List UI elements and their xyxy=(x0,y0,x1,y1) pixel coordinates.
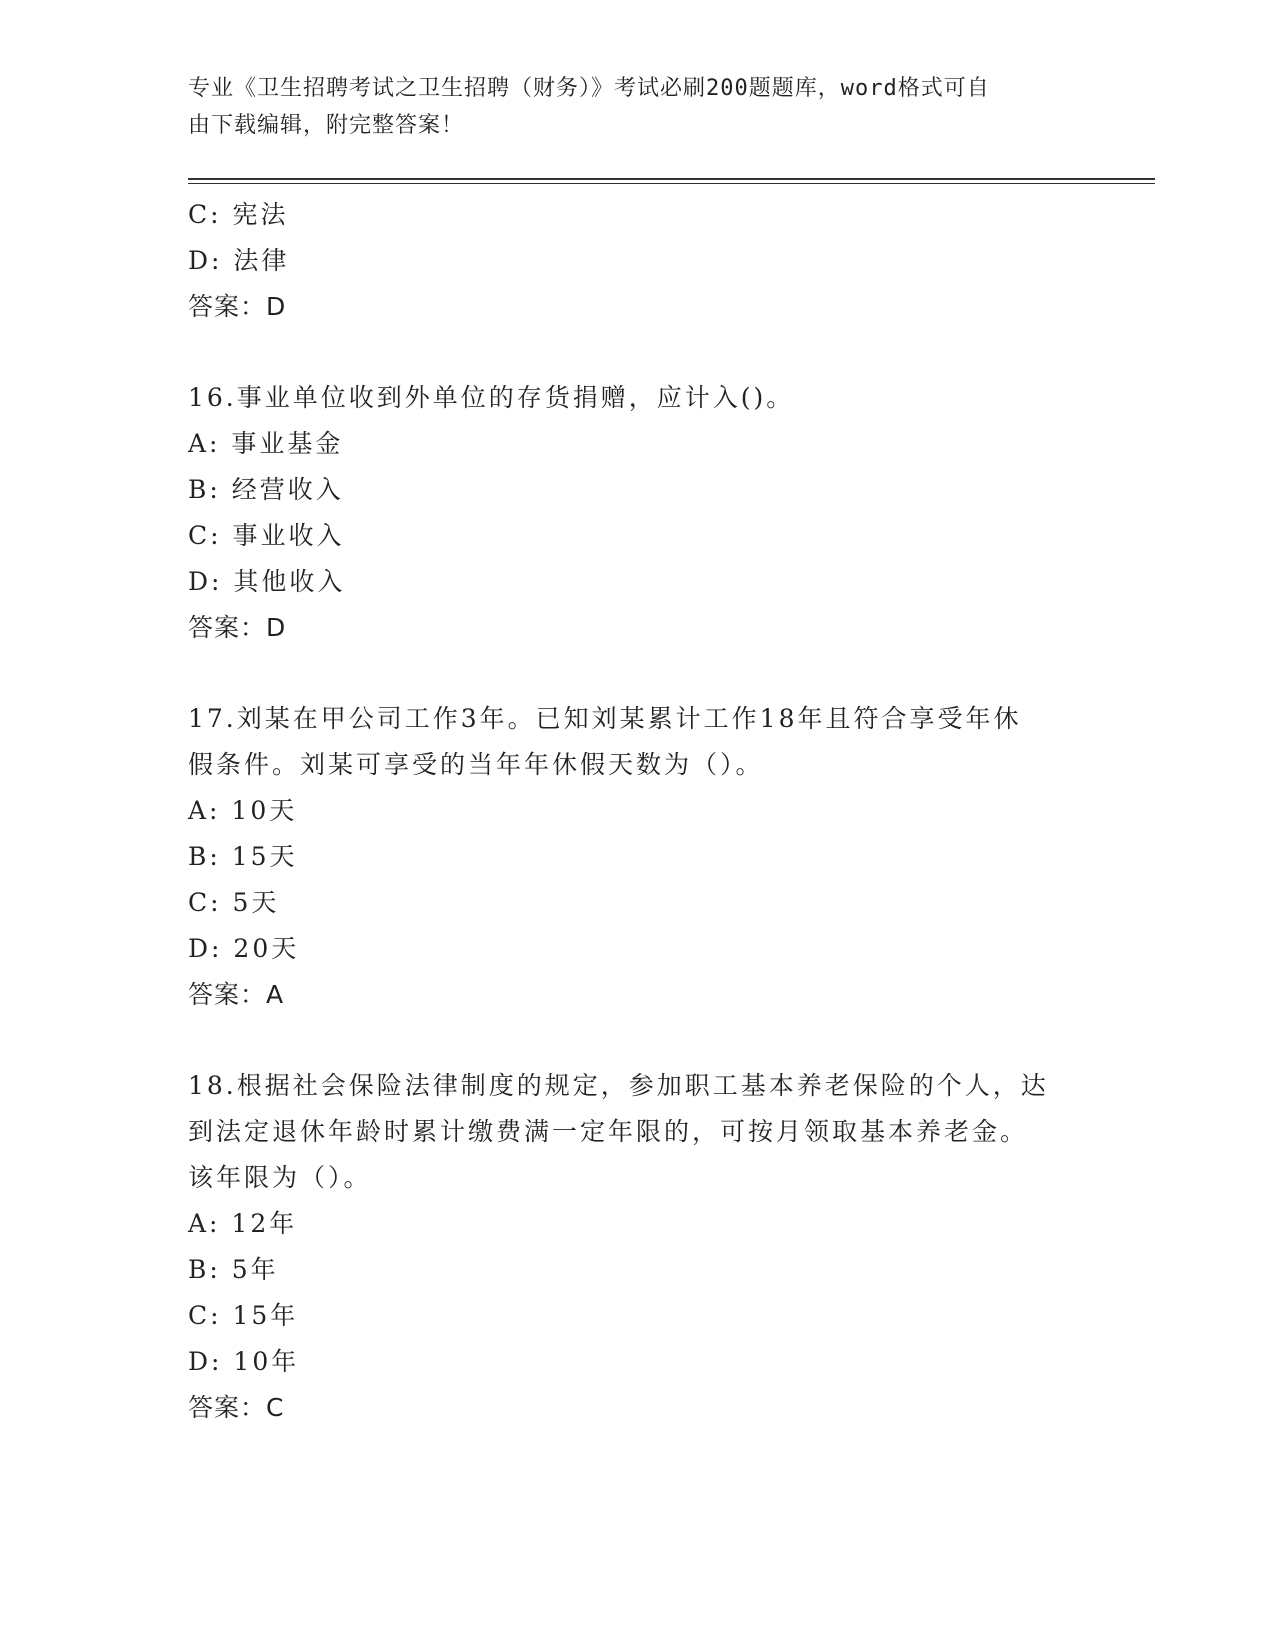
option-c: C: 5天 xyxy=(188,888,280,917)
header-rule-thick xyxy=(188,178,1155,180)
question-stem-line-2: 假条件。刘某可享受的当年年休假天数为（）。 xyxy=(188,750,764,779)
question-stem-line-2: 到法定退休年龄时累计缴费满一定年限的，可按月领取基本养老金。 xyxy=(188,1117,1029,1146)
answer: 答案：D xyxy=(188,613,287,642)
option-a: A: 事业基金 xyxy=(188,429,344,458)
option-d: D: 其他收入 xyxy=(188,567,346,596)
option-c: C: 事业收入 xyxy=(188,521,345,550)
question-stem-line-1: 18.根据社会保险法律制度的规定，参加职工基本养老保险的个人，达 xyxy=(188,1071,1049,1100)
option-c: C: 宪法 xyxy=(188,200,289,229)
question-stem-line-1: 17.刘某在甲公司工作3年。已知刘某累计工作18年且符合享受年休 xyxy=(188,704,1022,733)
option-d: D: 法律 xyxy=(188,246,290,275)
answer: 答案：D xyxy=(188,292,287,321)
header-line-2: 由下载编辑，附完整答案！ xyxy=(188,113,465,138)
question-stem: 16.事业单位收到外单位的存货捐赠，应计入()。 xyxy=(188,383,795,412)
question-15-continued xyxy=(188,192,1088,330)
question-list xyxy=(188,192,1088,1431)
question-stem-line-3: 该年限为（）。 xyxy=(188,1163,372,1192)
spacer xyxy=(188,330,1088,375)
answer: 答案：A xyxy=(188,980,285,1009)
option-c: C: 15年 xyxy=(188,1301,299,1330)
option-b: B: 5年 xyxy=(188,1255,279,1284)
header-line-1: 专业《卫生招聘考试之卫生招聘（财务）》考试必刷200题题库，word格式可自 xyxy=(188,76,990,101)
option-d: D: 10年 xyxy=(188,1347,300,1376)
question-17 xyxy=(188,696,1088,1018)
header-rule-thin xyxy=(188,183,1155,184)
option-b: B: 15天 xyxy=(188,842,298,871)
answer: 答案：C xyxy=(188,1393,285,1422)
question-18 xyxy=(188,1063,1088,1431)
option-a: A: 12年 xyxy=(188,1209,298,1238)
option-a: A: 10天 xyxy=(188,796,298,825)
option-b: B: 经营收入 xyxy=(188,475,344,504)
spacer xyxy=(188,1018,1088,1063)
document-header xyxy=(188,70,1068,144)
option-d: D: 20天 xyxy=(188,934,300,963)
question-16 xyxy=(188,375,1088,651)
spacer xyxy=(188,651,1088,696)
